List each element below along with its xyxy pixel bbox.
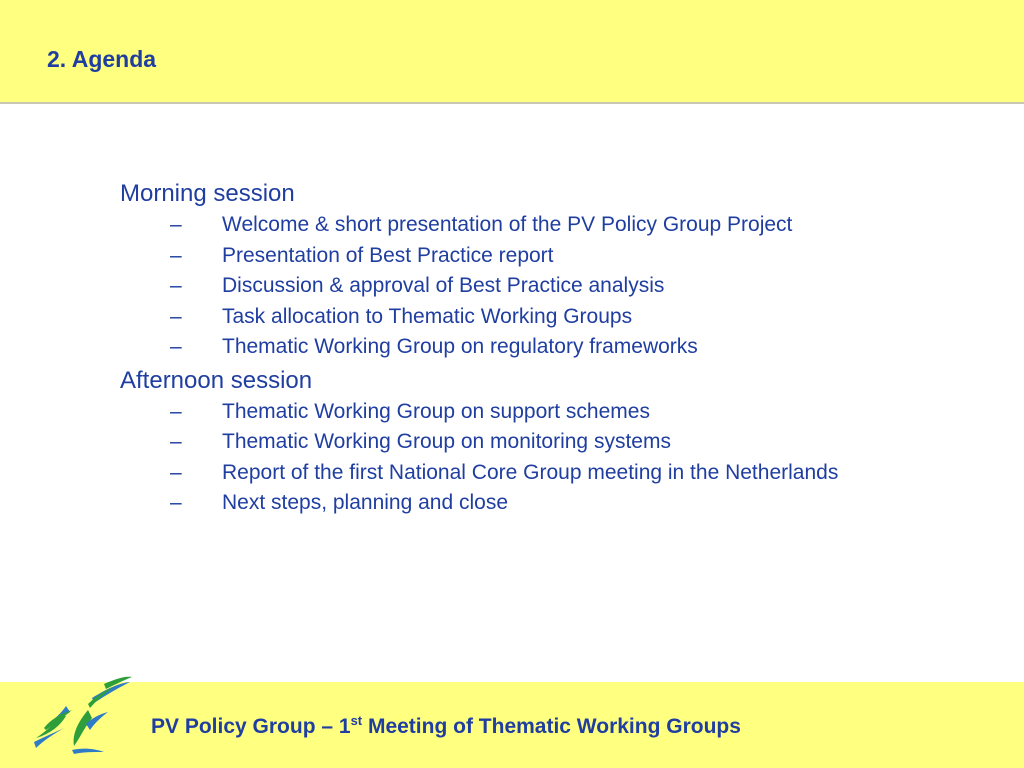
afternoon-session-heading: Afternoon session: [120, 366, 313, 394]
agenda-item-text: Next steps, planning and close: [222, 491, 509, 514]
list-item: [120, 271, 860, 302]
footer-text-start: PV Policy Group – 1: [151, 715, 351, 738]
footer-text-end: Meeting of Thematic Working Groups: [362, 715, 741, 738]
list-item: [120, 458, 860, 489]
dash-bullet: –: [170, 399, 182, 423]
agenda-item-text: Discussion & approval of Best Practice analysis: [222, 274, 665, 297]
dash-bullet: –: [170, 213, 182, 236]
list-item: [120, 332, 860, 363]
dash-bullet: –: [170, 304, 182, 328]
dash-bullet: –: [170, 491, 182, 514]
list-item: [120, 302, 860, 333]
slide-title: 2. Agenda: [47, 46, 157, 72]
afternoon-session-list: [120, 397, 860, 519]
dash-bullet: –: [170, 430, 182, 453]
footer-title: [151, 712, 741, 742]
agenda-item-text: Presentation of Best Practice report: [222, 243, 554, 267]
agenda-item-text: Report of the first National Core Group meeting in the Netherlands: [222, 460, 839, 484]
pv-policy-group-logo-icon: [26, 672, 138, 760]
morning-session-heading: Morning session: [120, 180, 295, 207]
agenda-item-text: Thematic Working Group on support schemes: [222, 399, 650, 423]
list-item: [120, 241, 860, 272]
morning-session-list: [120, 210, 860, 363]
header-band: [0, 0, 1024, 104]
agenda-item-text: Thematic Working Group on regulatory frameworks: [222, 335, 698, 358]
agenda-item-text: Thematic Working Group on monitoring systems: [222, 430, 671, 453]
list-item: [120, 210, 860, 241]
dash-bullet: –: [170, 460, 182, 484]
agenda-content: [120, 178, 860, 521]
list-item: [120, 397, 860, 428]
list-item: [120, 488, 860, 519]
dash-bullet: –: [170, 274, 182, 297]
list-item: [120, 427, 860, 458]
dash-bullet: –: [170, 243, 182, 267]
dash-bullet: –: [170, 335, 182, 358]
agenda-item-text: Task allocation to Thematic Working Groups: [222, 304, 633, 328]
agenda-item-text: Welcome & short presentation of the PV Policy Group Project: [222, 213, 793, 236]
footer-superscript: st: [350, 713, 363, 728]
